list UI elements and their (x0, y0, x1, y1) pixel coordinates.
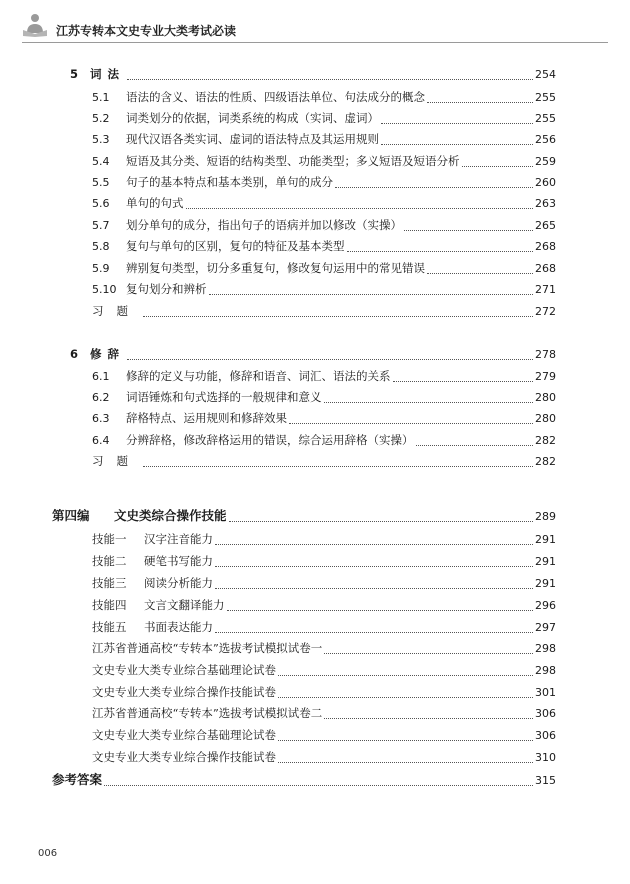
toc-row[interactable] (92, 258, 556, 278)
page-number: 006 (38, 848, 58, 859)
toc-title: 划分单句的成分，指出句子的语病并加以修改（实操） (126, 218, 402, 232)
toc-number: 5 (70, 67, 79, 81)
toc-title: 辞格特点、运用规则和修辞效果 (126, 411, 287, 425)
toc-number: 技能三 (92, 576, 127, 590)
toc-page-number: 263 (535, 197, 556, 210)
dot-leader (227, 598, 534, 611)
toc-page-number: 280 (535, 412, 556, 425)
toc-number: 技能四 (92, 598, 127, 612)
dot-leader (278, 663, 533, 676)
toc-page-number: 289 (535, 510, 556, 523)
toc-number: 5.3 (92, 133, 110, 146)
toc-number: 5.9 (92, 262, 110, 275)
dot-leader (215, 576, 533, 589)
toc-row[interactable] (92, 725, 556, 745)
toc-title: 江苏省普通高校“专转本”选拔考试模拟试卷二 (92, 706, 323, 720)
toc-row[interactable] (92, 747, 556, 767)
toc-title: 汉字注音能力 (144, 532, 213, 546)
toc-page-number: 298 (535, 642, 556, 655)
dot-leader (229, 509, 533, 522)
toc-page-number: 315 (535, 774, 556, 787)
toc-title: 文史专业大类专业综合基础理论试卷 (92, 663, 276, 677)
toc-row[interactable] (92, 193, 556, 213)
toc-title: 习题 (92, 304, 141, 318)
toc-row[interactable] (92, 366, 556, 386)
toc-row[interactable] (92, 682, 556, 702)
toc-page-number: 265 (535, 219, 556, 232)
toc-page-number: 306 (535, 729, 556, 742)
toc-title: 书面表达能力 (144, 620, 213, 634)
toc-page-number: 268 (535, 262, 556, 275)
toc-page-number: 296 (535, 599, 556, 612)
toc-title: 参考答案 (52, 772, 103, 787)
dot-leader (324, 706, 533, 719)
toc-number: 5.5 (92, 176, 110, 189)
toc-title: 江苏省普通高校“专转本”选拔考试模拟试卷一 (92, 641, 323, 655)
toc-number: 5.6 (92, 197, 110, 210)
toc-page-number: 279 (535, 370, 556, 383)
toc-page-number: 255 (535, 112, 556, 125)
toc-title: 修辞的定义与功能，修辞和语音、词汇、语法的关系 (126, 369, 391, 383)
toc-title: 习题 (92, 454, 141, 468)
toc-title: 文言文翻译能力 (144, 598, 225, 612)
toc-page-number: 291 (535, 577, 556, 590)
toc-page-number: 291 (535, 533, 556, 546)
toc-row[interactable] (92, 551, 556, 571)
toc-row[interactable] (92, 129, 556, 149)
dot-leader (416, 433, 534, 446)
toc-row[interactable] (92, 408, 556, 428)
toc-row[interactable] (92, 279, 556, 299)
toc-row[interactable] (92, 430, 556, 450)
dot-leader (381, 132, 533, 145)
toc-page-number: 282 (535, 434, 556, 447)
toc-row[interactable] (92, 703, 556, 723)
dot-leader (186, 196, 534, 209)
dot-leader (462, 154, 534, 167)
toc-title: 词法 (90, 67, 125, 81)
toc-row[interactable] (92, 638, 556, 658)
toc-page-number: 291 (535, 555, 556, 568)
dot-leader (381, 111, 533, 124)
toc-row[interactable] (52, 506, 556, 526)
dot-leader (278, 728, 533, 741)
toc-number: 6.4 (92, 434, 110, 447)
toc-row[interactable] (52, 770, 556, 790)
toc-page-number: 306 (535, 707, 556, 720)
toc-number: 6.2 (92, 391, 110, 404)
toc-title: 词语锤炼和句式选择的一般规律和意义 (126, 390, 322, 404)
dot-leader (324, 390, 534, 403)
toc-title: 文史类综合操作技能 (114, 508, 227, 523)
dot-leader (427, 90, 533, 103)
toc-number: 6 (70, 347, 79, 361)
toc-row[interactable] (92, 87, 556, 107)
toc-title: 硬笔书写能力 (144, 554, 213, 568)
toc-title: 单句的句式 (126, 196, 184, 210)
toc-row[interactable] (92, 301, 556, 321)
dot-leader (347, 239, 534, 252)
toc-page-number: 259 (535, 155, 556, 168)
dot-leader (143, 454, 533, 467)
toc-page-number: 255 (535, 91, 556, 104)
toc-row[interactable] (92, 215, 556, 235)
toc-number: 5.7 (92, 219, 110, 232)
toc-row[interactable] (92, 529, 556, 549)
dot-leader (324, 641, 533, 654)
dot-leader (393, 369, 534, 382)
toc-row[interactable] (92, 172, 556, 192)
toc-page-number: 271 (535, 283, 556, 296)
toc-number: 5.1 (92, 91, 110, 104)
toc-row[interactable] (70, 64, 556, 84)
dot-leader (215, 554, 533, 567)
dot-leader (215, 532, 533, 545)
dot-leader (278, 750, 533, 763)
toc-page-number: 260 (535, 176, 556, 189)
toc-page-number: 272 (535, 305, 556, 318)
toc-title: 文史专业大类专业综合操作技能试卷 (92, 750, 276, 764)
dot-leader (289, 411, 533, 424)
toc-row[interactable] (92, 236, 556, 256)
toc-number: 6.1 (92, 370, 110, 383)
toc-number: 技能二 (92, 554, 127, 568)
toc-title: 文史专业大类专业综合操作技能试卷 (92, 685, 276, 699)
header-title: 江苏专转本文史专业大类考试必读 (56, 24, 237, 38)
toc-number: 第四编 (52, 508, 90, 523)
toc-row[interactable] (92, 617, 556, 637)
toc-title: 现代汉语各类实词、虚词的语法特点及其运用规则 (126, 132, 379, 146)
dot-leader (404, 218, 533, 231)
toc-row[interactable] (92, 387, 556, 407)
toc-page-number: 280 (535, 391, 556, 404)
toc-number: 技能五 (92, 620, 127, 634)
toc-number: 技能一 (92, 532, 127, 546)
dot-leader (104, 773, 533, 786)
dot-leader (335, 175, 533, 188)
toc-page-number: 310 (535, 751, 556, 764)
toc-title: 修辞 (90, 347, 125, 361)
toc-page-number: 301 (535, 686, 556, 699)
toc-number: 5.10 (92, 283, 117, 296)
toc-page-number: 254 (535, 68, 556, 81)
toc-number: 6.3 (92, 412, 110, 425)
dot-leader (427, 261, 533, 274)
toc-title: 复句划分和辨析 (126, 282, 207, 296)
toc-title: 短语及其分类、短语的结构类型、功能类型；多义短语及短语分析 (126, 154, 460, 168)
toc-title: 阅读分析能力 (144, 576, 213, 590)
toc-title: 词类划分的依据，词类系统的构成（实词、虚词） (126, 111, 379, 125)
dot-leader (215, 620, 533, 633)
toc-page-number: 268 (535, 240, 556, 253)
toc-page-number: 297 (535, 621, 556, 634)
toc-number: 5.2 (92, 112, 110, 125)
toc-page-number: 256 (535, 133, 556, 146)
toc-row[interactable] (70, 344, 556, 364)
toc-page-number: 282 (535, 455, 556, 468)
dot-leader (143, 304, 533, 317)
dot-leader (127, 67, 533, 80)
dot-leader (127, 347, 533, 360)
dot-leader (209, 282, 534, 295)
toc-title: 文史专业大类专业综合基础理论试卷 (92, 728, 276, 742)
toc-row[interactable] (92, 451, 556, 471)
toc-row[interactable] (92, 108, 556, 128)
toc-title: 语法的含义、语法的性质、四级语法单位、句法成分的概念 (126, 90, 425, 104)
toc-page-number: 298 (535, 664, 556, 677)
toc-row[interactable] (92, 573, 556, 593)
toc-number: 5.8 (92, 240, 110, 253)
toc-title: 辨别复句类型，切分多重复句，修改复句运用中的常见错误 (126, 261, 425, 275)
dot-leader (278, 685, 533, 698)
toc-title: 分辨辞格，修改辞格运用的错误，综合运用辞格（实操） (126, 433, 414, 447)
toc-page-number: 278 (535, 348, 556, 361)
toc-row[interactable] (92, 660, 556, 680)
toc-row[interactable] (92, 151, 556, 171)
toc-title: 句子的基本特点和基本类别，单句的成分 (126, 175, 333, 189)
toc-number: 5.4 (92, 155, 110, 168)
toc-row[interactable] (92, 595, 556, 615)
toc-title: 复句与单句的区别，复句的特征及基本类型 (126, 239, 345, 253)
